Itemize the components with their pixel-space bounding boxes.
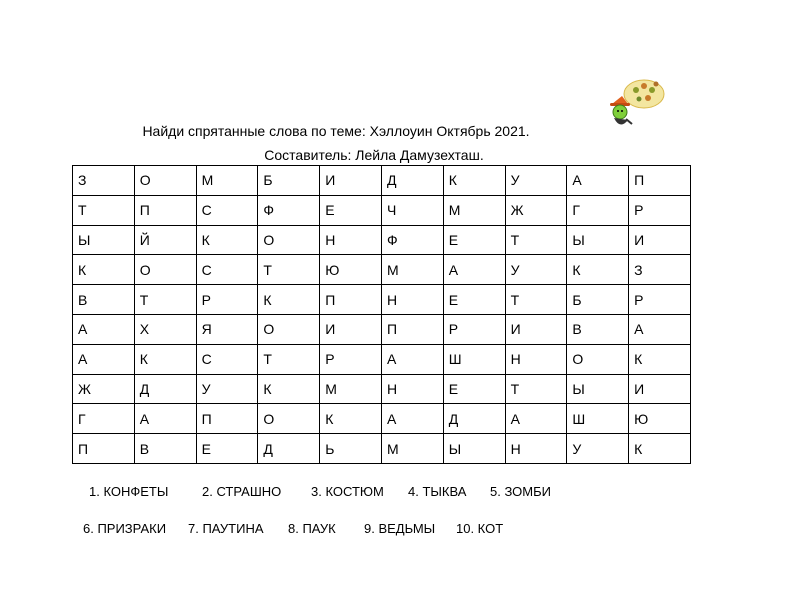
grid-row	[73, 344, 691, 374]
word-list-item: 2. СТРАШНО	[202, 484, 282, 499]
grid-cell: А	[381, 344, 443, 374]
grid-cell: М	[320, 374, 382, 404]
grid-cell: О	[258, 225, 320, 255]
grid-cell: О	[567, 344, 629, 374]
grid-cell: У	[505, 255, 567, 285]
grid-cell: А	[73, 314, 135, 344]
grid-cell: Ы	[443, 434, 505, 464]
grid-cell: А	[381, 404, 443, 434]
grid-cell: Н	[320, 225, 382, 255]
grid-cell: К	[258, 285, 320, 315]
word-list-item: 6. ПРИЗРАКИ	[83, 521, 167, 536]
grid-cell: Ш	[567, 404, 629, 434]
grid-row	[73, 285, 691, 315]
grid-row	[73, 404, 691, 434]
grid-cell: Х	[134, 314, 196, 344]
grid-cell: Д	[381, 166, 443, 196]
grid-cell: З	[629, 255, 691, 285]
grid-row	[73, 434, 691, 464]
grid-cell: Е	[320, 195, 382, 225]
grid-cell: А	[443, 255, 505, 285]
grid-row	[73, 314, 691, 344]
grid-cell: Ы	[567, 374, 629, 404]
grid-cell: С	[196, 255, 258, 285]
grid-cell: Д	[258, 434, 320, 464]
grid-cell: Е	[196, 434, 258, 464]
grid-cell: К	[196, 225, 258, 255]
grid-cell: К	[258, 374, 320, 404]
grid-cell: Р	[196, 285, 258, 315]
grid-cell: К	[443, 166, 505, 196]
grid-cell: С	[196, 195, 258, 225]
grid-cell: У	[567, 434, 629, 464]
grid-row	[73, 255, 691, 285]
word-search-grid	[72, 165, 691, 464]
grid-cell: М	[443, 195, 505, 225]
grid-cell: Ю	[320, 255, 382, 285]
grid-cell: Й	[134, 225, 196, 255]
grid-cell: Ы	[73, 225, 135, 255]
puzzle-author: Составитель: Лейла Дамузехташ.	[264, 147, 484, 163]
grid-cell: А	[134, 404, 196, 434]
word-list-item: 10. КОТ	[456, 521, 504, 536]
grid-cell: П	[134, 195, 196, 225]
grid-cell: И	[629, 225, 691, 255]
grid-cell: К	[629, 434, 691, 464]
grid-cell: Я	[196, 314, 258, 344]
grid-cell: П	[196, 404, 258, 434]
grid-cell: Д	[443, 404, 505, 434]
word-list-item: 8. ПАУК	[288, 521, 336, 536]
grid-cell: Т	[134, 285, 196, 315]
word-list-item: 7. ПАУТИНА	[188, 521, 264, 536]
grid-cell: Ф	[381, 225, 443, 255]
grid-cell: Т	[73, 195, 135, 225]
word-list-item: 4. ТЫКВА	[408, 484, 467, 499]
grid-cell: О	[134, 166, 196, 196]
grid-cell: Г	[567, 195, 629, 225]
grid-cell: Б	[258, 166, 320, 196]
word-list-item: 9. ВЕДЬМЫ	[364, 521, 436, 536]
grid-cell: М	[381, 255, 443, 285]
grid-cell: Н	[505, 344, 567, 374]
grid-cell: Д	[134, 374, 196, 404]
grid-cell: И	[629, 374, 691, 404]
grid-cell: В	[567, 314, 629, 344]
grid-cell: О	[134, 255, 196, 285]
grid-cell: Р	[320, 344, 382, 374]
grid-cell: Н	[505, 434, 567, 464]
grid-cell: Т	[258, 255, 320, 285]
grid-cell: Т	[505, 285, 567, 315]
grid-cell: Ж	[505, 195, 567, 225]
grid-cell: В	[73, 285, 135, 315]
grid-cell: Ю	[629, 404, 691, 434]
grid-cell: Е	[443, 285, 505, 315]
grid-row	[73, 166, 691, 196]
grid-cell: Т	[258, 344, 320, 374]
grid-cell: Н	[381, 285, 443, 315]
grid-cell: Н	[381, 374, 443, 404]
grid-cell: П	[73, 434, 135, 464]
grid-cell: Р	[629, 195, 691, 225]
grid-cell: У	[505, 166, 567, 196]
grid-row	[73, 195, 691, 225]
grid-cell: О	[258, 314, 320, 344]
grid-cell: Т	[505, 225, 567, 255]
grid-cell: К	[134, 344, 196, 374]
grid-cell: Б	[567, 285, 629, 315]
grid-cell: А	[505, 404, 567, 434]
grid-cell: П	[320, 285, 382, 315]
grid-cell: З	[73, 166, 135, 196]
grid-cell: В	[134, 434, 196, 464]
grid-row	[73, 225, 691, 255]
grid-cell: Ь	[320, 434, 382, 464]
grid-cell: А	[629, 314, 691, 344]
grid-cell: К	[320, 404, 382, 434]
grid-cell: М	[381, 434, 443, 464]
grid-cell: Г	[73, 404, 135, 434]
grid-cell: Ч	[381, 195, 443, 225]
grid-cell: П	[629, 166, 691, 196]
grid-cell: И	[505, 314, 567, 344]
grid-cell: Ш	[443, 344, 505, 374]
grid-row	[73, 374, 691, 404]
grid-cell: П	[381, 314, 443, 344]
word-list-item: 5. ЗОМБИ	[490, 484, 551, 499]
grid-cell: И	[320, 314, 382, 344]
grid-cell: Е	[443, 374, 505, 404]
grid-cell: Ы	[567, 225, 629, 255]
grid-cell: А	[73, 344, 135, 374]
grid-cell: К	[567, 255, 629, 285]
grid-cell: Е	[443, 225, 505, 255]
grid-cell: К	[73, 255, 135, 285]
grid-cell: Ф	[258, 195, 320, 225]
word-list-item: 3. КОСТЮМ	[311, 484, 384, 499]
grid-cell: У	[196, 374, 258, 404]
grid-cell: Т	[505, 374, 567, 404]
grid-cell: А	[567, 166, 629, 196]
grid-cell: Р	[629, 285, 691, 315]
grid-cell: К	[629, 344, 691, 374]
grid-cell: И	[320, 166, 382, 196]
word-list-item: 1. КОНФЕТЫ	[89, 484, 169, 499]
grid-cell: М	[196, 166, 258, 196]
grid-cell: С	[196, 344, 258, 374]
puzzle-title: Найди спрятанные слова по теме: Хэллоуин Октябрь 2021.	[142, 123, 530, 139]
grid-cell: О	[258, 404, 320, 434]
grid-cell: Ж	[73, 374, 135, 404]
grid-cell: Р	[443, 314, 505, 344]
witch-broom-clipart-icon	[606, 74, 666, 132]
